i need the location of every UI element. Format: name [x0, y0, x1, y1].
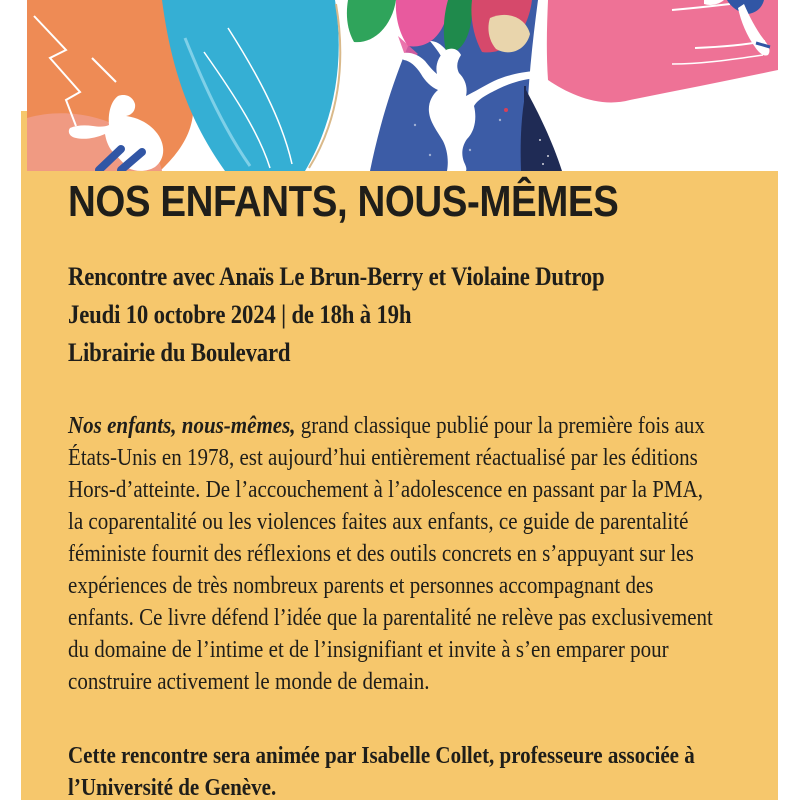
event-location: Librairie du Boulevard: [68, 338, 291, 367]
event-details: [68, 258, 720, 372]
flyer-text-column: [68, 177, 720, 800]
event-moderator: Cette rencontre sera animée par Isabelle Collet, professeure associée à l’Université de Genève.: [68, 743, 695, 800]
event-illustration: [27, 0, 778, 171]
event-description: [68, 410, 720, 698]
event-title: NOS ENFANTS, NOUS-MÊMES: [68, 177, 619, 226]
event-datetime: Jeudi 10 octobre 2024 | de 18h à 19h: [68, 300, 412, 329]
description-text: grand classique publié pour la première fois aux États-Unis en 1978, est aujourd’hui entièrement réactualisé par les éditions Hors-d’atteinte. De l’accouchement à l’adolescence en passant par la PMA, la coparentalité ou les violences faites aux enfants, ce guide de parentalité féministe fournit des réflexions et des outils concrets en s’appuyant sur les expériences de très nombreux parents et personnes accompagnant des enfants. Ce livre défend l’idée que la parentalité ne relève pas exclusivement du domaine de l’intime et de l’insignifiant et invite à s’en emparer pour construire activement le monde de demain.: [68, 413, 713, 695]
book-title-lead: Nos enfants, nous-mêmes,: [68, 413, 296, 439]
event-speakers: Rencontre avec Anaïs Le Brun-Berry et Violaine Dutrop: [68, 262, 605, 291]
